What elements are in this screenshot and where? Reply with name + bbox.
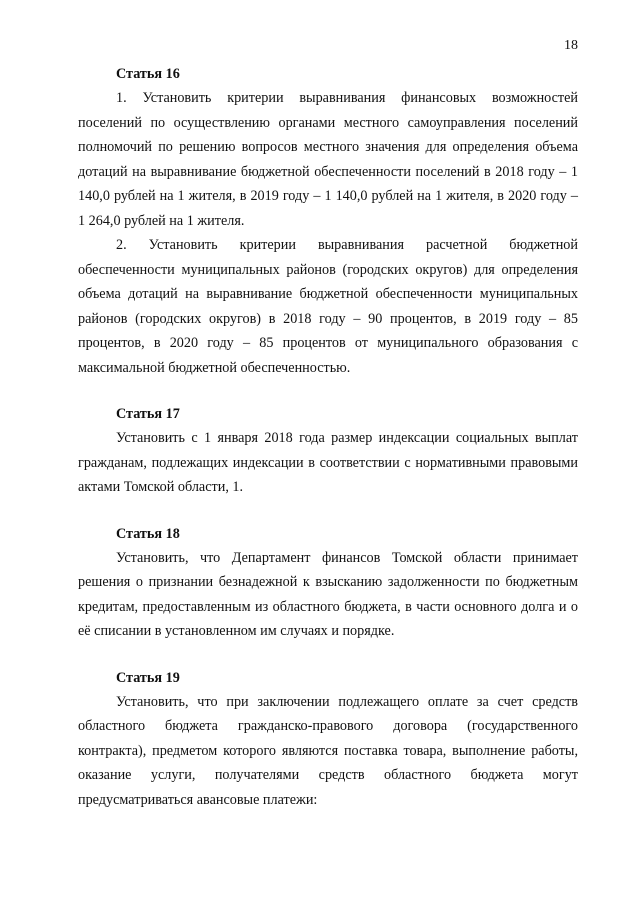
article-title: Статья 17	[116, 406, 180, 422]
paragraph: 1. Установить критерии выравнивания финансовых возможностей поселений по осуществлению органами местного самоуправления поселений полномочий по решению вопросов местного значения для определения объема дотаций на выравнивание бюджетной обеспеченности поселений в 2018 году – 1 140,0 рублей на 1 жителя, в 2019 году – 1 140,0 рублей на 1 жителя, в 2020 году – 1 264,0 рублей на 1 жителя.	[78, 90, 578, 229]
page-number: 18	[564, 38, 578, 53]
article-title: Статья 18	[116, 525, 180, 542]
section-spacer	[78, 380, 578, 402]
article-16	[78, 62, 578, 380]
paragraph: 2. Установить критерии выравнивания расчетной бюджетной обеспеченности муниципальных районов (городских округов) для определения объема дотаций на выравнивание бюджетной обеспеченности муниципальных районов (городских округов) в 2018 году – 90 процентов, в 2019 году – 85 процентов, в 2020 году – 85 процентов от муниципального образования с максимальной бюджетной обеспеченностью.	[78, 237, 578, 376]
section-spacer	[78, 500, 578, 522]
paragraph: Установить с 1 января 2018 года размер индексации социальных выплат гражданам, подлежащих индексации в соответствии с нормативными правовыми актами Томской области, 1.	[78, 430, 578, 495]
paragraph: Установить, что при заключении подлежащего оплате за счет средств областного бюджета гражданско-правового договора (государственного контракта), предметом которого являются поставка товара, выполнение работы, оказание услуги, получателями средств областного бюджета могут предусматриваться авансовые платежи:	[78, 693, 578, 808]
article-title: Статья 19	[116, 669, 180, 686]
paragraph: Установить, что Департамент финансов Томской области принимает решения о признании безнадежной к взысканию задолженности по бюджетным кредитам, предоставленным из областного бюджета, в части основного долга и о её списании в установленном им случаях и порядке.	[78, 549, 578, 639]
document-body	[78, 62, 578, 812]
article-17	[78, 402, 578, 500]
article-title: Статья 16	[116, 66, 180, 82]
article-18	[78, 522, 578, 644]
article-19	[78, 666, 578, 813]
section-spacer	[78, 644, 578, 666]
